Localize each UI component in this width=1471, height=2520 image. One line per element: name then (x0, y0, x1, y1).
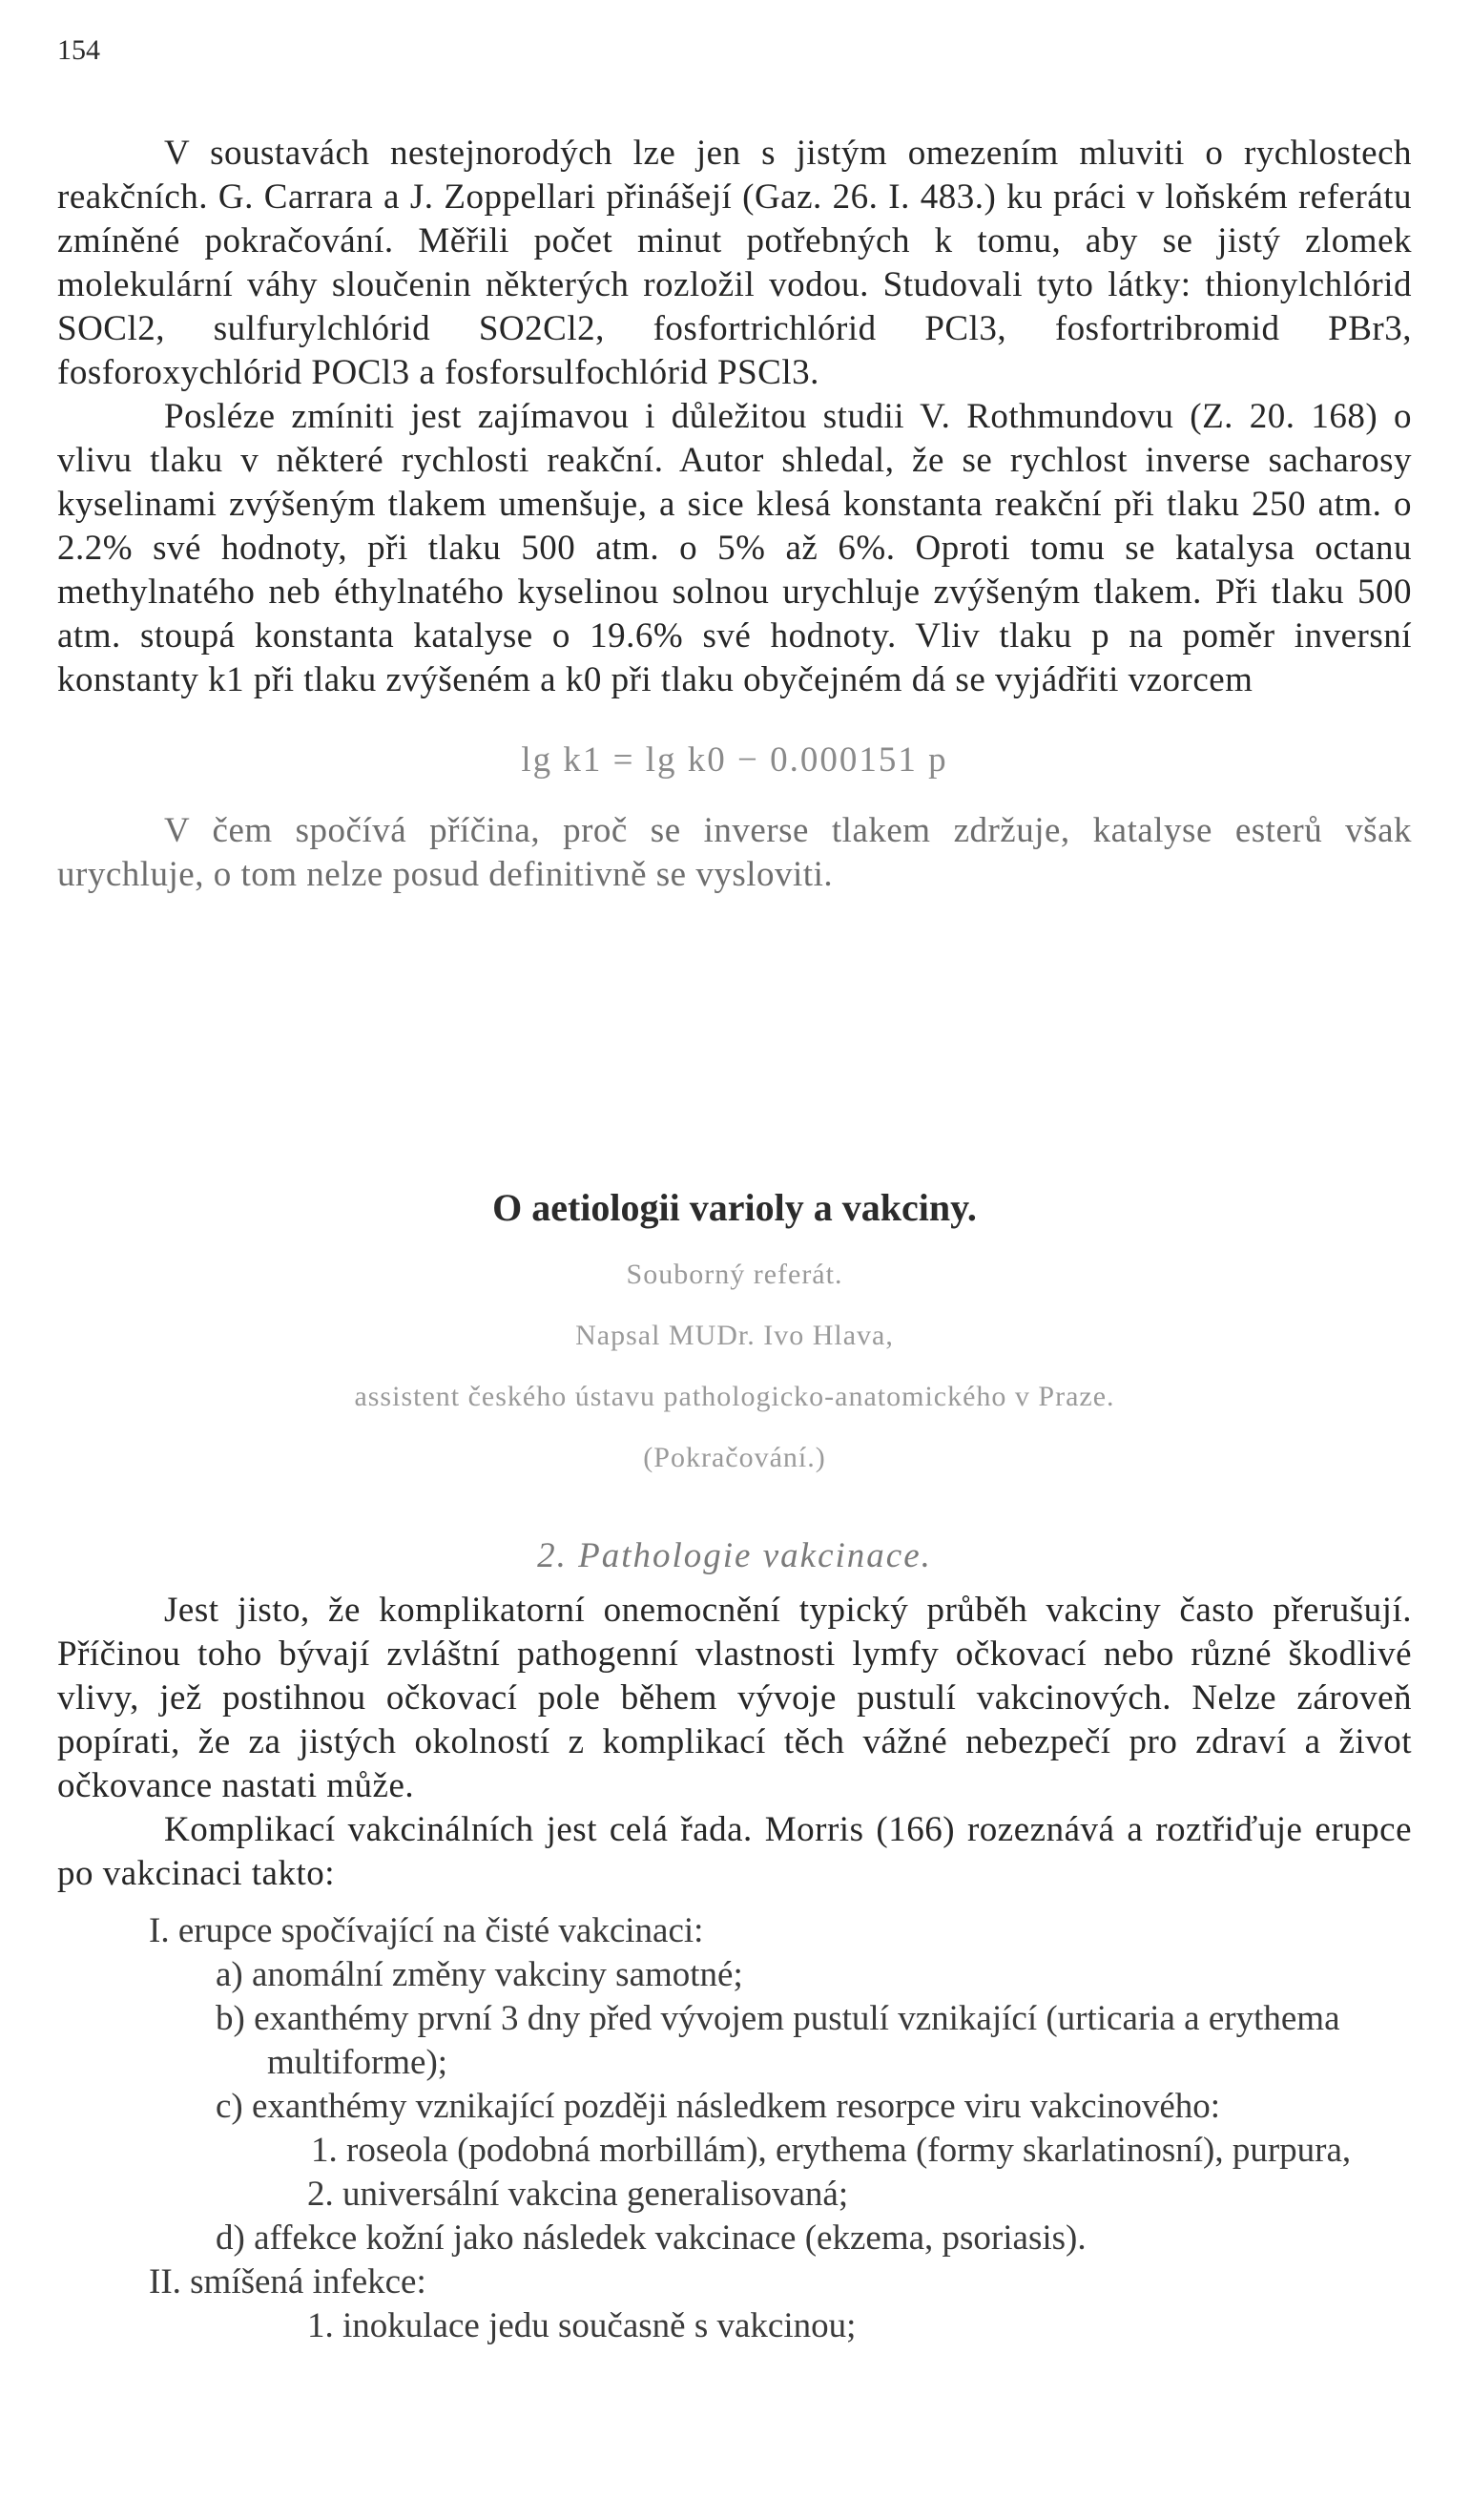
list-item: 2. universální vakcina generalisovaná; (307, 2175, 849, 2214)
article-kind: Souborný referát. (626, 1259, 843, 1290)
list-item: 1. roseola (podobná morbillám), erythema (formy skarlatinosní), purpura, (311, 2131, 1352, 2170)
paragraph-pressure-influence: Posléze zmíniti jest zajímavou i důležitou studii V. Rothmundovu (Z. 20. 168) o vlivu tlaku v některé rychlosti reakční. Autor shledal, že se rychlost inverse sacharosy kyselinami zvýšeným tlakem umenšuje, a sice klesá konstanta reakční při tlaku 250 atm. o 2.2% své hodnoty, při tlaku 500 atm. o 5% až 6%. Oproti tomu se katalysa octanu methylnatého neb éthylnatého kyselinou solnou urychluje zvýšeným tlakem. Při tlaku 500 atm. stoupá konstanta katalyse o 19.6% své hodnoty. Vliv tlaku p na poměr inversní konstanty k1 při tlaku zvýšeném a k0 při tlaku obyčejném dá se vyjádřiti vzorcem (57, 397, 1412, 699)
article-continuation: (Pokračování.) (643, 1442, 826, 1473)
top-text-block (57, 132, 1412, 897)
eruption-list (57, 1909, 1412, 2348)
list-item: b) exanthémy první 3 dny před vývojem pustulí vznikající (urticaria a erythema multiforme); (216, 1999, 1340, 2082)
paragraph-complications: Jest jisto, že komplikatorní onemocnění typický průběh vakciny často přerušují. Příčinou toho bývají zvláštní pathogenní vlastnosti lymfy očkovací nebo různé škodlivé vlivy, jež postihnou očkovací pole během vývoje pustulí vakcinových. Nelze zároveň popírati, že za jistých okolností z komplikací těch vážné nebezpečí pro zdraví a život očkovance nastati může. (57, 1591, 1412, 1805)
page-number: 154 (57, 34, 100, 66)
list-item: a) anomální změny vakciny samotné; (216, 1955, 743, 1994)
list-item: 1. inokulace jedu současně s vakcinou; (307, 2306, 857, 2345)
paragraph-conclusion: V čem spočívá příčina, proč se inverse tlakem zdržuje, katalyse esterů však urychluje, o tom nelze posud definitivně se vysloviti. (57, 811, 1412, 894)
section-title: 2. Pathologie vakcinace. (537, 1536, 932, 1575)
article-body (57, 1589, 1412, 2348)
list-item: I. erupce spočívající na čisté vakcinaci: (149, 1911, 704, 1950)
article-title: O aetiologii varioly a vakciny. (492, 1186, 977, 1229)
article-author: Napsal MUDr. Ivo Hlava, (575, 1320, 894, 1351)
list-item: d) affekce kožní jako následek vakcinace (ekzema, psoriasis). (216, 2218, 1087, 2258)
paragraph-reaction-rates: V soustavách nestejnorodých lze jen s jistým omezením mluviti o rychlostech reakčních. G. Carrara a J. Zoppellari přinášejí (Gaz. 26. I. 483.) ku práci v loňském referátu zmíněné pokračování. Měřili počet minut potřebných k tomu, aby se jistý zlomek molekulární váhy sloučenin některých rozložil vodou. Studovali tyto látky: thionylchlórid SOCl2, sulfurylchlórid SO2Cl2, fosfortrichlórid PCl3, fosfortribromid PBr3, fosforoxychlórid POCl3 a fosforsulfochlórid PSCl3. (57, 134, 1412, 392)
list-item: II. smíšená infekce: (149, 2262, 426, 2301)
list-item: c) exanthémy vznikající později následkem resorpce viru vakcinového: (216, 2087, 1221, 2126)
paragraph-classification: Komplikací vakcinálních jest celá řada. Morris (166) rozeznává a roztřiďuje erupce po vakcinaci takto: (57, 1810, 1412, 1893)
formula: lg k1 = lg k0 − 0.000151 p (521, 740, 948, 780)
article-affiliation: assistent českého ústavu pathologicko-anatomického v Praze. (354, 1381, 1115, 1412)
article-header (57, 1183, 1412, 1578)
